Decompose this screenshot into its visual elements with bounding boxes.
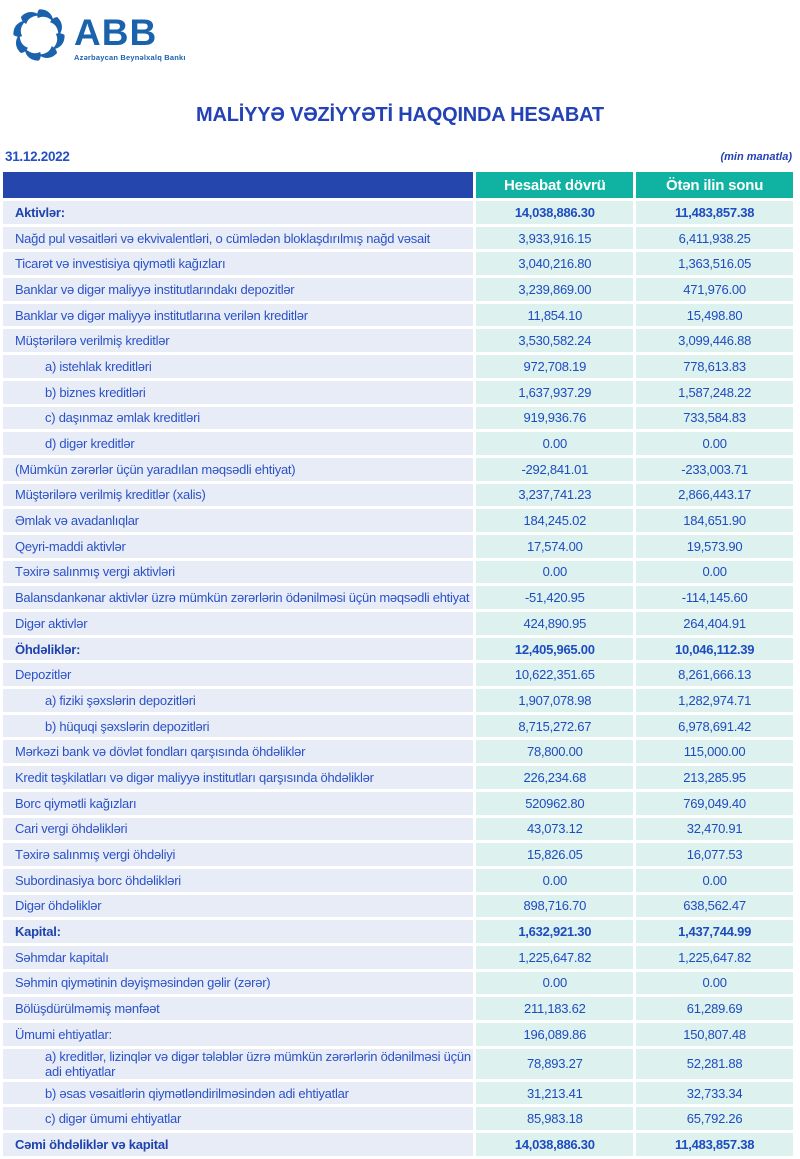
value-current: 0.00 [476,561,633,584]
row-label: Səhmdar kapitalı [3,946,473,969]
value-previous: 65,792.26 [636,1107,793,1130]
brand-logo [10,6,186,64]
value-current: 226,234.68 [476,766,633,789]
brand-name: ABB [74,12,158,53]
value-current: 520962.80 [476,792,633,815]
value-previous: 8,261,666.13 [636,663,793,686]
value-current: 15,826.05 [476,843,633,866]
value-previous: 184,651.90 [636,509,793,532]
value-current: 3,239,869.00 [476,278,633,301]
value-previous: -233,003.71 [636,458,793,481]
value-current: 14,038,886.30 [476,201,633,224]
row-label: Subordinasiya borc öhdəlikləri [3,869,473,892]
col-header-previous: Ötən ilin sonu [636,172,793,198]
value-current: 3,530,582.24 [476,329,633,352]
row-label: a) kreditlər, lizinqlər və digər tələblər üzrə mümkün zərərlərin ödənilməsi üçün adi ehtiyatlar [3,1049,473,1079]
row-label: Səhmin qiymətinin dəyişməsindən gəlir (zərər) [3,972,473,995]
table-row [3,458,793,481]
value-current: 1,225,647.82 [476,946,633,969]
row-label: b) əsas vəsaitlərin qiymətləndirilməsindən adi ehtiyatlar [3,1082,473,1105]
table-row [3,1049,793,1079]
value-previous: 32,470.91 [636,818,793,841]
value-current: 11,854.10 [476,304,633,327]
table-row [3,381,793,404]
table-body [3,201,793,1156]
row-label: d) digər kreditlər [3,432,473,455]
value-current: 898,716.70 [476,895,633,918]
value-previous: 3,099,446.88 [636,329,793,352]
value-previous: 52,281.88 [636,1049,793,1079]
row-label: Təxirə salınmış vergi aktivləri [3,561,473,584]
table-row [3,535,793,558]
value-previous: -114,145.60 [636,586,793,609]
row-label: Müştərilərə verilmiş kreditlər [3,329,473,352]
row-label: Müştərilərə verilmiş kreditlər (xalis) [3,484,473,507]
value-current: 196,089.86 [476,1023,633,1046]
row-label: Aktivlər: [3,201,473,224]
row-label: b) hüquqi şəxslərin depozitləri [3,715,473,738]
corner-header [3,172,473,198]
row-label: Əmlak və avadanlıqlar [3,509,473,532]
table-row [3,484,793,507]
value-previous: 0.00 [636,432,793,455]
row-label: Digər aktivlər [3,612,473,635]
value-previous: 1,282,974.71 [636,689,793,712]
value-current: 1,632,921.30 [476,920,633,943]
value-current: -292,841.01 [476,458,633,481]
value-previous: 1,363,516.05 [636,252,793,275]
table-row [3,561,793,584]
value-previous: 213,285.95 [636,766,793,789]
table-row [3,586,793,609]
value-current: 43,073.12 [476,818,633,841]
value-current: 17,574.00 [476,535,633,558]
table-row [3,715,793,738]
table-row [3,946,793,969]
value-previous: 1,225,647.82 [636,946,793,969]
row-label: Ticarət və investisiya qiymətli kağızları [3,252,473,275]
value-previous: 0.00 [636,561,793,584]
value-previous: 264,404.91 [636,612,793,635]
value-previous: 19,573.90 [636,535,793,558]
row-label: Cari vergi öhdəlikləri [3,818,473,841]
value-previous: 0.00 [636,869,793,892]
row-label: Qeyri-maddi aktivlər [3,535,473,558]
table-header-row [3,172,793,198]
row-label: Banklar və digər maliyyə institutlarındakı depozitlər [3,278,473,301]
table-row [3,355,793,378]
row-label: Ümumi ehtiyatlar: [3,1023,473,1046]
value-current: 10,622,351.65 [476,663,633,686]
value-current: 3,040,216.80 [476,252,633,275]
value-previous: 6,978,691.42 [636,715,793,738]
row-label: Balansdankənar aktivlər üzrə mümkün zərərlərin ödənilməsi üçün məqsədli ehtiyat [3,586,473,609]
table-row [3,201,793,224]
value-current: 31,213.41 [476,1082,633,1105]
unit-note: (min manatla) [720,151,792,163]
table-row [3,818,793,841]
value-previous: 15,498.80 [636,304,793,327]
table-row [3,227,793,250]
value-previous: 778,613.83 [636,355,793,378]
table-row [3,920,793,943]
table-row [3,329,793,352]
value-previous: 150,807.48 [636,1023,793,1046]
value-previous: 61,289.69 [636,997,793,1020]
row-label: c) digər ümumi ehtiyatlar [3,1107,473,1130]
value-previous: 0.00 [636,972,793,995]
value-previous: 16,077.53 [636,843,793,866]
value-current: -51,420.95 [476,586,633,609]
value-current: 8,715,272.67 [476,715,633,738]
table-row [3,432,793,455]
value-current: 0.00 [476,869,633,892]
row-label: Mərkəzi bank və dövlət fondları qarşısında öhdəliklər [3,740,473,763]
value-current: 919,936.76 [476,407,633,430]
value-current: 78,893.27 [476,1049,633,1079]
row-label: Kredit təşkilatları və digər maliyyə institutları qarşısında öhdəliklər [3,766,473,789]
value-current: 78,800.00 [476,740,633,763]
row-label: Borc qiymətli kağızları [3,792,473,815]
row-label: Cəmi öhdəliklər və kapital [3,1133,473,1156]
table-row [3,740,793,763]
table-row [3,407,793,430]
table-row [3,869,793,892]
value-current: 211,183.62 [476,997,633,1020]
value-previous: 2,866,443.17 [636,484,793,507]
value-previous: 1,587,248.22 [636,381,793,404]
table-row [3,612,793,635]
value-previous: 1,437,744.99 [636,920,793,943]
table-row [3,895,793,918]
table-row [3,792,793,815]
row-label: (Mümkün zərərlər üçün yaradılan məqsədli ehtiyat) [3,458,473,481]
value-previous: 10,046,112.39 [636,638,793,661]
table-row [3,689,793,712]
report-date: 31.12.2022 [5,149,70,164]
financial-table [0,169,796,1159]
table-row [3,252,793,275]
value-current: 12,405,965.00 [476,638,633,661]
value-current: 424,890.95 [476,612,633,635]
row-label: c) daşınmaz əmlak kreditləri [3,407,473,430]
table-row [3,1107,793,1130]
row-label: Nağd pul vəsaitləri və ekvivalentləri, o cümlədən bloklaşdırılmış nağd vəsait [3,227,473,250]
table-row [3,638,793,661]
value-current: 85,983.18 [476,1107,633,1130]
row-label: Banklar və digər maliyyə institutlarına verilən kreditlər [3,304,473,327]
value-current: 0.00 [476,972,633,995]
value-current: 972,708.19 [476,355,633,378]
value-previous: 6,411,938.25 [636,227,793,250]
value-previous: 471,976.00 [636,278,793,301]
row-label: Digər öhdəliklər [3,895,473,918]
abb-swirl-icon [10,6,68,64]
value-current: 14,038,886.30 [476,1133,633,1156]
row-label: Bölüşdürülməmiş mənfəət [3,997,473,1020]
row-label: b) biznes kreditləri [3,381,473,404]
row-label: Depozitlər [3,663,473,686]
table-row [3,663,793,686]
table-row [3,972,793,995]
row-label: a) istehlak kreditləri [3,355,473,378]
page-title: MALİYYƏ VƏZİYYƏTİ HAQQINDA HESABAT [196,104,604,126]
table-row [3,278,793,301]
table-row [3,1133,793,1156]
value-current: 3,237,741.23 [476,484,633,507]
value-current: 1,637,937.29 [476,381,633,404]
value-previous: 11,483,857.38 [636,1133,793,1156]
value-current: 0.00 [476,432,633,455]
row-label: a) fiziki şəxslərin depozitləri [3,689,473,712]
value-previous: 11,483,857.38 [636,201,793,224]
value-previous: 733,584.83 [636,407,793,430]
row-label: Kapital: [3,920,473,943]
value-previous: 32,733.34 [636,1082,793,1105]
value-previous: 769,049.40 [636,792,793,815]
col-header-current: Hesabat dövrü [476,172,633,198]
table-row [3,766,793,789]
row-label: Təxirə salınmış vergi öhdəliyi [3,843,473,866]
value-current: 3,933,916.15 [476,227,633,250]
table-row [3,1023,793,1046]
table-row [3,509,793,532]
table-row [3,843,793,866]
table-row [3,1082,793,1105]
row-label: Öhdəliklər: [3,638,473,661]
value-previous: 115,000.00 [636,740,793,763]
table-row [3,304,793,327]
value-current: 184,245.02 [476,509,633,532]
brand-text [74,14,186,62]
value-current: 1,907,078.98 [476,689,633,712]
value-previous: 638,562.47 [636,895,793,918]
brand-subtitle: Azərbaycan Beynəlxalq Bankı [74,53,186,62]
table-row [3,997,793,1020]
